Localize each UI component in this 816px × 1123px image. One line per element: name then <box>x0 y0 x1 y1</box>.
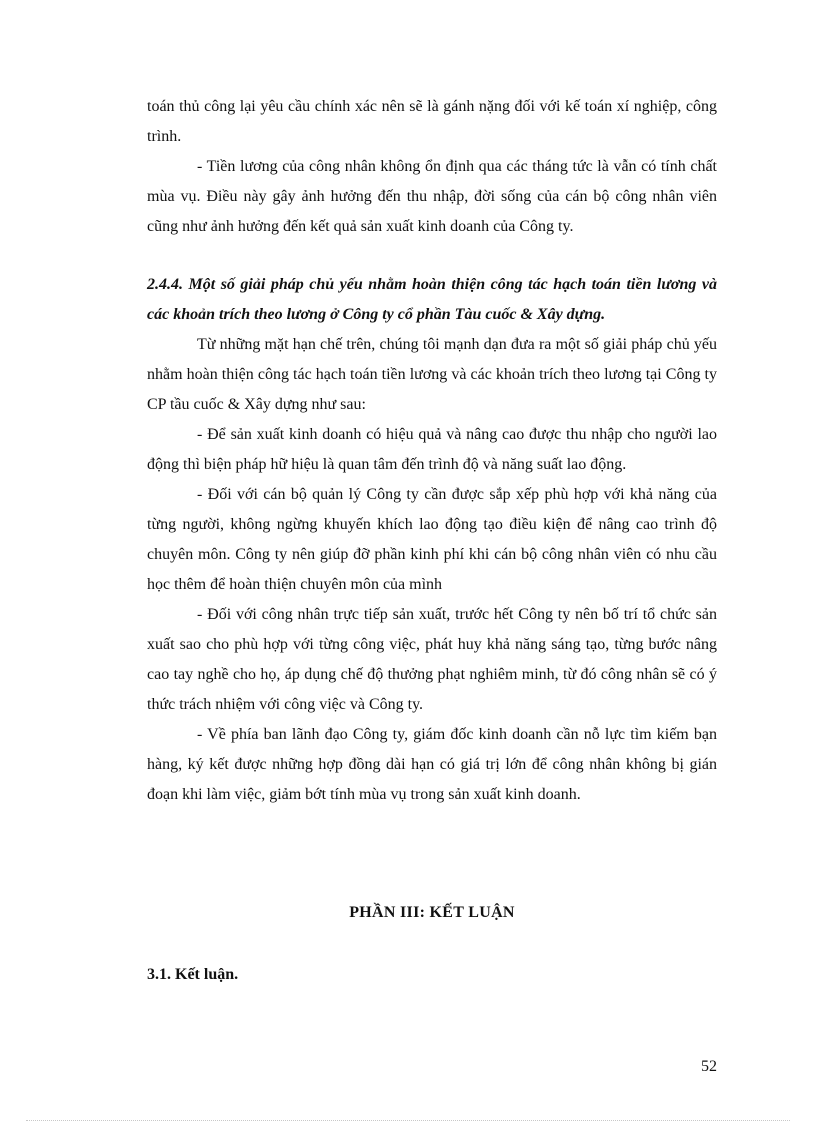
section-heading-2-4-4: 2.4.4. Một số giải pháp chủ yếu nhằm hoàn thiện công tác hạch toán tiền lương và các khoản trích theo lương ở Công ty cổ phần Tàu cuốc & Xây dựng. <box>147 276 717 323</box>
page-number: 52 <box>701 1058 717 1075</box>
paragraph-solution-productivity: - Để sản xuất kinh doanh có hiệu quả và nâng cao được thu nhập cho người lao động thì biện pháp hữ hiệu là quan tâm đến trình độ và năng suất lao động. <box>147 426 717 473</box>
paragraph-solution-workers: - Đối với công nhân trực tiếp sản xuất, trước hết Công ty nên bố trí tổ chức sản xuất sao cho phù hợp với từng công việc, phát huy khả năng sáng tạo, từng bước nâng cao tay nghề cho họ, áp dụng chế độ thưởng phạt nghiêm minh, từ đó công nhân sẽ có ý thức trách nhiệm với công việc và Công ty. <box>147 606 717 713</box>
page-bottom-divider <box>26 1120 790 1121</box>
paragraph-intro-solutions: Từ những mặt hạn chế trên, chúng tôi mạnh dạn đưa ra một số giải pháp chủ yếu nhằm hoàn thiện công tác hạch toán tiền lương và các khoản trích theo lương tại Công ty CP tầu cuốc & Xây dựng như sau: <box>147 336 717 413</box>
body-text-top <box>147 92 717 242</box>
paragraph-wage-instability: - Tiền lương của công nhân không ổn định qua các tháng tức là vẫn có tính chất mùa vụ. Điều này gây ảnh hưởng đến thu nhập, đời sống của cán bộ công nhân viên cũng như ảnh hưởng đến kết quả sản xuất kinh doanh của Công ty. <box>147 158 717 235</box>
section-heading-block <box>147 270 717 330</box>
section-title-3-1: 3.1. Kết luận. <box>147 966 239 983</box>
paragraph-solution-management: - Đối với cán bộ quản lý Công ty cần được sắp xếp phù hợp với khả năng của từng người, không ngừng khuyến khích lao động tạo điều kiện để nâng cao trình độ chuyên môn. Công ty nên giúp đỡ phần kinh phí khi cán bộ công nhân viên có nhu cầu học thêm để hoàn thiện chuyên môn của mình <box>147 486 717 593</box>
paragraph-continuation: toán thủ công lại yêu cầu chính xác nên sẽ là gánh nặng đối với kế toán xí nghiệp, công trình. <box>147 98 717 145</box>
paragraph-solution-leadership: - Về phía ban lãnh đạo Công ty, giám đốc kinh doanh cần nỗ lực tìm kiếm bạn hàng, ký kết được những hợp đồng dài hạn có giá trị lớn để công nhân không bị gián đoạn khi làm việc, giảm bớt tính mùa vụ trong sản xuất kinh doanh. <box>147 726 717 803</box>
body-text-main <box>147 330 717 810</box>
part-title: PHẦN III: KẾT LUẬN <box>349 904 515 921</box>
